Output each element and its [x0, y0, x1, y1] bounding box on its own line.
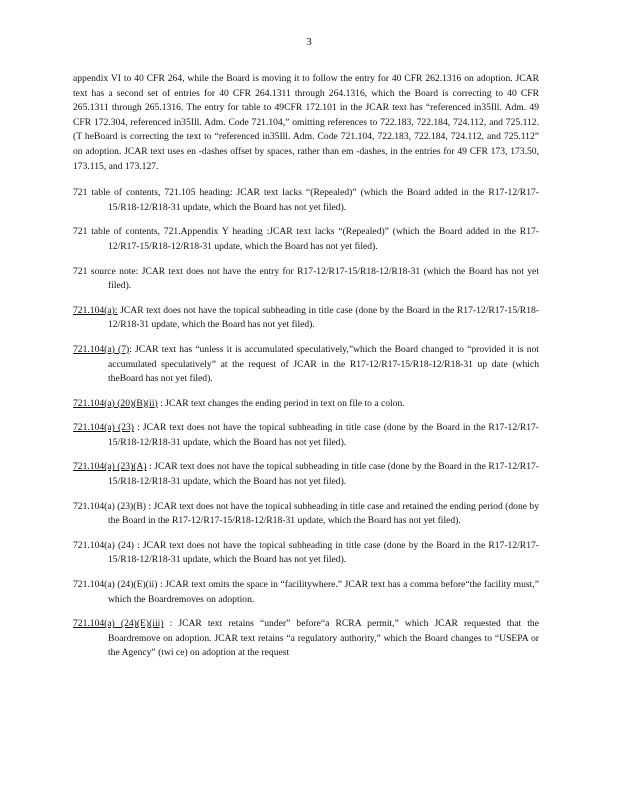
- page-number: 3: [306, 36, 312, 48]
- entry-text: 721.104(a) (23)(B) : JCAR text does not have the topical subheading in title case and retained the ending period (done by the Board in the R17-12/R17-15/R18-12/R18-31 update, which the Board has not yet filed).: [73, 500, 539, 527]
- entry-721-104-a-24-e-ii: [73, 578, 539, 607]
- entry-text: 721.104(a) (24) : JCAR text does not have the topical subheading in title case (done by the Board in the R17-12/R17-15/R18-12/R18-31 update, which the Board has not yet filed).: [73, 539, 539, 566]
- entry-721-104-a-23: [73, 421, 539, 450]
- entry-reference: 721.104(a) (7): [73, 343, 130, 355]
- entry-text: : JCAR text changes the ending period in text on file to a colon.: [157, 397, 405, 409]
- entry-reference: 721.104(a):: [73, 304, 118, 316]
- entry-text: 721 source note: JCAR text does not have the entry for R17-12/R17-15/R18-12/R18-31 (which the Board has not yet filed).: [73, 265, 539, 292]
- entry-text: : JCAR text does not have the topical subheading in title case (done by the Board in the R17-12/R17-15/R18-12/R18-31 update, which the Board has not yet filed).: [108, 422, 540, 448]
- entry-721-104-a-7: [73, 343, 539, 387]
- document-body: [73, 72, 539, 671]
- entry-toc-721-appendix-y: [73, 225, 539, 254]
- entry-reference: 721.104(a) (20)(B)(ii): [73, 397, 158, 409]
- entry-text: : JCAR text has “unless it is accumulated speculatively,”which the Board changed to “provided it is not accumulated speculatively” at the request of JCAR in the R17-12/R17-15/R18-12/R18-31 up date (which theBoard has not yet filed).: [108, 343, 539, 385]
- entry-text: : JCAR text does not have the topical subheading in title case (done by the Board in the R17-12/R17-15/R18-12/R18-31 update, which the Board has not yet filed).: [108, 461, 539, 488]
- entry-721-104-a-24: [73, 539, 539, 568]
- entry-721-104-a-24-e-iii: [73, 617, 539, 661]
- entry-721-104-a-23-b: [73, 500, 539, 529]
- entry-text: : JCAR text retains “under” before“a RCRA permit,” which JCAR requested that the Boardremove on adoption. JCAR text retains “a regulatory authority,” which the Board changes to “USEPA or the Agency” (twi ce) on adoption at the request: [108, 618, 539, 659]
- entry-reference: 721.104(a) (24)(E)(iii): [73, 618, 164, 630]
- entry-reference: 721.104(a) (23)(A): [73, 461, 147, 473]
- entry-text: 721 table of contents, 721.Appendix Y heading :JCAR text lacks “(Repealed)” (which the Board added in the R17-12/R17-15/R18-12/R18-31 update, which the Board has not yet filed).: [73, 226, 539, 252]
- entry-text: 721 table of contents, 721.105 heading: JCAR text lacks “(Repealed)” (which the Board added in the R17-12/R17-15/R18-12/R18-31 update, which the Board has not yet filed).: [73, 187, 539, 213]
- entry-721-104-a: [73, 304, 539, 333]
- entry-721-104-a-20-b-ii: [73, 397, 539, 412]
- entry-721-104-a-23-a: [73, 460, 539, 489]
- entry-text: JCAR text does not have the topical subheading in title case (done by the Board in the R17-12/R17-15/R18-12/R18-31 update, which the Board has not yet filed).: [108, 304, 539, 331]
- intro-paragraph: appendix VI to 40 CFR 264, while the Board is moving it to follow the entry for 40 CFR 262.1316 on adoption. JCAR text has a second set of entries for 40 CFR 264.1311 through 264.1316, which the Board is correcting to 40 CFR 265.1311 through 265.1316. The entry for table to 49CFR 172.101 in the JCAR text has “referenced in35Ill. Adm. 49 CFR 172.304, referenced in35Ill. Adm. Code 721.104,” omitting references to 722.183, 722.184, 724.112, and 725.112. (T heBoard is correcting the text to “referenced in35Ill. Adm. Code 721.104, 722.183, 722.184, 724.112, and 725.112” on adoption. JCAR text uses en -dashes offset by spaces, rather than em -dashes, in the entries for 49 CFR 173, 173.50, 173.115, and 173.127.: [73, 73, 539, 172]
- entry-toc-721-105: [73, 186, 539, 215]
- entry-reference: 721.104(a) (23): [73, 422, 134, 434]
- entry-text: 721.104(a) (24)(E)(ii) : JCAR text omits the space in “facilitywhere.” JCAR text has a comma before“the facility must,” which the Boardremoves on adoption.: [73, 579, 539, 605]
- entry-source-note: [73, 265, 539, 294]
